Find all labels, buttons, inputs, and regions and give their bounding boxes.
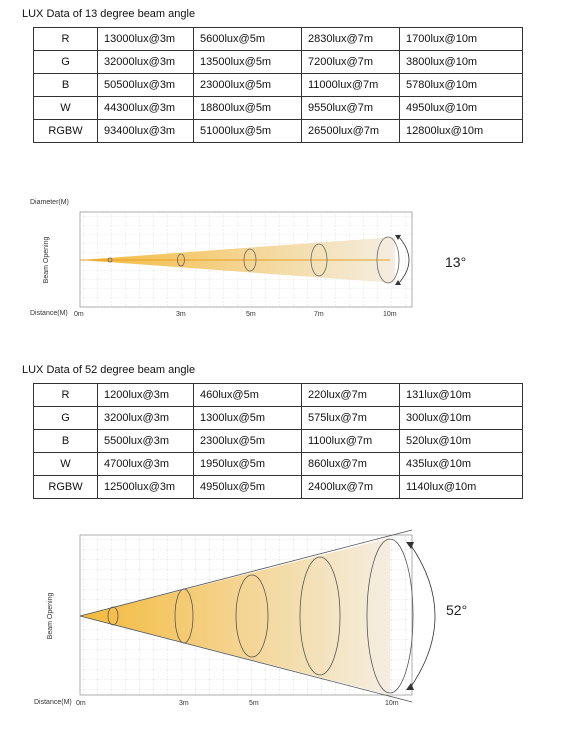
color-cell: G xyxy=(34,407,98,430)
color-cell: R xyxy=(34,28,98,51)
lux-cell: 3800lux@10m xyxy=(400,51,523,74)
tick-label: 3m xyxy=(179,700,189,707)
color-cell: B xyxy=(34,430,98,453)
lux-cell: 93400lux@3m xyxy=(98,120,194,143)
lux-cell: 220lux@7m xyxy=(302,384,400,407)
color-cell: R xyxy=(34,384,98,407)
color-cell: W xyxy=(34,453,98,476)
lux-cell: 4700lux@3m xyxy=(98,453,194,476)
lux-table-13 xyxy=(33,27,523,143)
lux-cell: 5780lux@10m xyxy=(400,74,523,97)
section-title-13: LUX Data of 13 degree beam angle xyxy=(22,8,196,20)
beam-opening-label: Beam Opening xyxy=(47,592,54,640)
lux-cell: 2830lux@7m xyxy=(302,28,400,51)
tick-label: 5m xyxy=(246,311,256,318)
lux-cell: 460lux@5m xyxy=(194,384,302,407)
lux-cell: 13000lux@3m xyxy=(98,28,194,51)
color-cell: RGBW xyxy=(34,476,98,499)
diameter-label: Diameter(M) xyxy=(30,199,69,206)
lux-cell: 11000lux@7m xyxy=(302,74,400,97)
lux-cell: 3200lux@3m xyxy=(98,407,194,430)
lux-cell: 2400lux@7m xyxy=(302,476,400,499)
lux-cell: 2300lux@5m xyxy=(194,430,302,453)
table-row xyxy=(34,97,523,120)
tick-label: 5m xyxy=(249,700,259,707)
lux-cell: 50500lux@3m xyxy=(98,74,194,97)
lux-cell: 575lux@7m xyxy=(302,407,400,430)
lux-cell: 1100lux@7m xyxy=(302,430,400,453)
lux-cell: 1950lux@5m xyxy=(194,453,302,476)
lux-cell: 1300lux@5m xyxy=(194,407,302,430)
lux-cell: 9550lux@7m xyxy=(302,97,400,120)
color-cell: B xyxy=(34,74,98,97)
lux-cell: 44300lux@3m xyxy=(98,97,194,120)
color-cell: RGBW xyxy=(34,120,98,143)
lux-cell: 18800lux@5m xyxy=(194,97,302,120)
tick-label: 0m xyxy=(74,311,84,318)
distance-label: Distance(M) xyxy=(30,310,68,317)
table-row xyxy=(34,74,523,97)
lux-cell: 300lux@10m xyxy=(400,407,523,430)
tick-label: 10m xyxy=(385,700,399,707)
lux-cell: 4950lux@10m xyxy=(400,97,523,120)
table-row xyxy=(34,384,523,407)
tick-label: 7m xyxy=(314,311,324,318)
lux-cell: 12500lux@3m xyxy=(98,476,194,499)
lux-cell: 5500lux@3m xyxy=(98,430,194,453)
lux-cell: 5600lux@5m xyxy=(194,28,302,51)
lux-cell: 1200lux@3m xyxy=(98,384,194,407)
beam-diagram-13 xyxy=(0,190,575,325)
section-title-52: LUX Data of 52 degree beam angle xyxy=(22,364,196,376)
distance-label: Distance(M) xyxy=(34,699,72,706)
lux-cell: 13500lux@5m xyxy=(194,51,302,74)
angle-arc xyxy=(410,544,435,688)
lux-cell: 1700lux@10m xyxy=(400,28,523,51)
lux-cell: 860lux@7m xyxy=(302,453,400,476)
table-row xyxy=(34,453,523,476)
tick-label: 0m xyxy=(76,700,86,707)
lux-cell: 131lux@10m xyxy=(400,384,523,407)
lux-cell: 520lux@10m xyxy=(400,430,523,453)
lux-cell: 12800lux@10m xyxy=(400,120,523,143)
lux-cell: 26500lux@7m xyxy=(302,120,400,143)
lux-cell: 4950lux@5m xyxy=(194,476,302,499)
table-row xyxy=(34,51,523,74)
tick-label: 3m xyxy=(176,311,186,318)
table-row xyxy=(34,120,523,143)
lux-cell: 7200lux@7m xyxy=(302,51,400,74)
table-row xyxy=(34,28,523,51)
lux-cell: 435lux@10m xyxy=(400,453,523,476)
lux-cell: 23000lux@5m xyxy=(194,74,302,97)
color-cell: W xyxy=(34,97,98,120)
angle-label: 52° xyxy=(446,602,468,618)
angle-label: 13° xyxy=(445,254,467,270)
table-row xyxy=(34,476,523,499)
lux-cell: 32000lux@3m xyxy=(98,51,194,74)
tick-label: 10m xyxy=(383,311,397,318)
table-row xyxy=(34,407,523,430)
lux-cell: 51000lux@5m xyxy=(194,120,302,143)
table-row xyxy=(34,430,523,453)
lux-cell: 1140lux@10m xyxy=(400,476,523,499)
color-cell: G xyxy=(34,51,98,74)
beam-opening-label: Beam Opening xyxy=(43,236,50,284)
lux-table-52 xyxy=(33,383,523,499)
beam-diagram-52 xyxy=(0,520,575,720)
